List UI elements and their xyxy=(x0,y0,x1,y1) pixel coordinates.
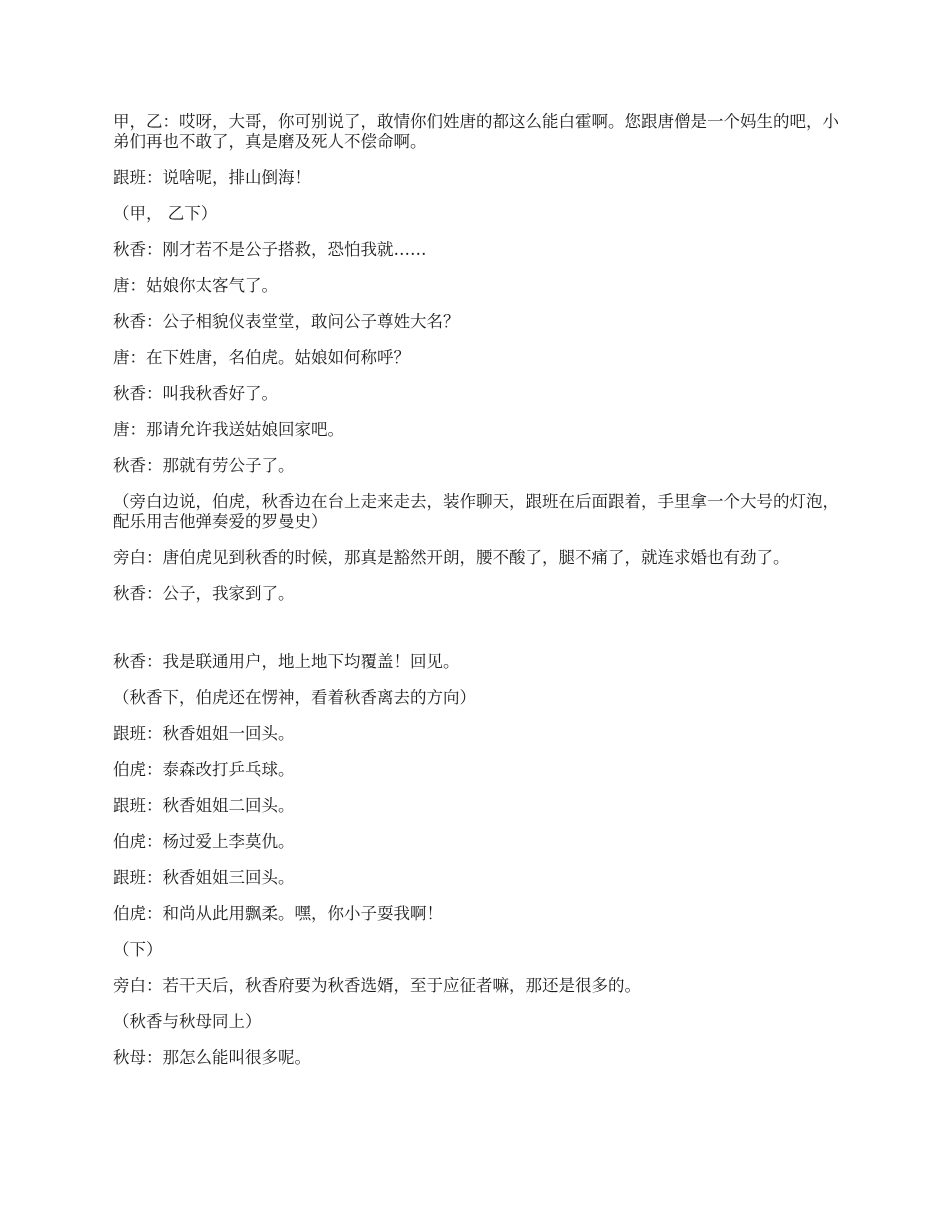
script-line: 秋香：那就有劳公子了。 xyxy=(113,456,295,475)
script-line: 秋香：刚才若不是公子搭救，恐怕我就…… xyxy=(113,240,427,259)
stage-direction: （秋香与秋母同上） xyxy=(113,1012,262,1031)
script-line: 秋香：公子，我家到了。 xyxy=(113,584,295,603)
script-line: 跟班：秋香姐姐二回头。 xyxy=(113,796,295,815)
stage-direction: （旁白边说，伯虎，秋香边在台上走来走去，装作聊天，跟班在后面跟着，手里拿一个大号的灯泡，配乐用吉他弹奏爱的罗曼史） xyxy=(113,492,839,531)
stage-direction: （秋香下，伯虎还在愣神，看着秋香离去的方向） xyxy=(113,688,476,707)
script-line: 秋香：叫我秋香好了。 xyxy=(113,384,278,403)
script-line: 秋母：那怎么能叫很多呢。 xyxy=(113,1048,311,1067)
script-line: 跟班：秋香姐姐一回头。 xyxy=(113,724,295,743)
blank-gap xyxy=(113,620,848,652)
script-line: 秋香：公子相貌仪表堂堂，敢问公子尊姓大名？ xyxy=(113,312,460,331)
script-line: 唐：姑娘你太客气了。 xyxy=(113,276,278,295)
script-line: 跟班：秋香姐姐三回头。 xyxy=(113,868,295,887)
script-line: 伯虎：杨过爱上李莫仇。 xyxy=(113,832,295,851)
script-line: 唐：在下姓唐，名伯虎。姑娘如何称呼？ xyxy=(113,348,410,367)
stage-direction: （下） xyxy=(113,940,163,959)
script-line: 唐：那请允许我送姑娘回家吧。 xyxy=(113,420,344,439)
stage-direction: （甲， 乙下） xyxy=(113,204,218,223)
script-line: 旁白：若干天后，秋香府要为秋香选婿，至于应征者嘛，那还是很多的。 xyxy=(113,976,641,995)
script-line: 伯虎：泰森改打乒乓球。 xyxy=(113,760,295,779)
script-line: 秋香：我是联通用户，地上地下均覆盖！回见。 xyxy=(113,652,460,671)
script-line: 甲，乙：哎呀，大哥，你可别说了，敢情你们姓唐的都这么能白霍啊。您跟唐僧是一个妈生的吧，小弟们再也不敢了，真是磨及死人不偿命啊。 xyxy=(113,112,839,151)
script-line: 跟班：说啥呢，排山倒海！ xyxy=(113,168,311,187)
script-line: 旁白：唐伯虎见到秋香的时候，那真是豁然开朗，腰不酸了，腿不痛了，就连求婚也有劲了。 xyxy=(113,548,790,567)
script-line: 伯虎：和尚从此用飘柔。嘿，你小子耍我啊！ xyxy=(113,904,443,923)
document-page xyxy=(113,112,848,1084)
